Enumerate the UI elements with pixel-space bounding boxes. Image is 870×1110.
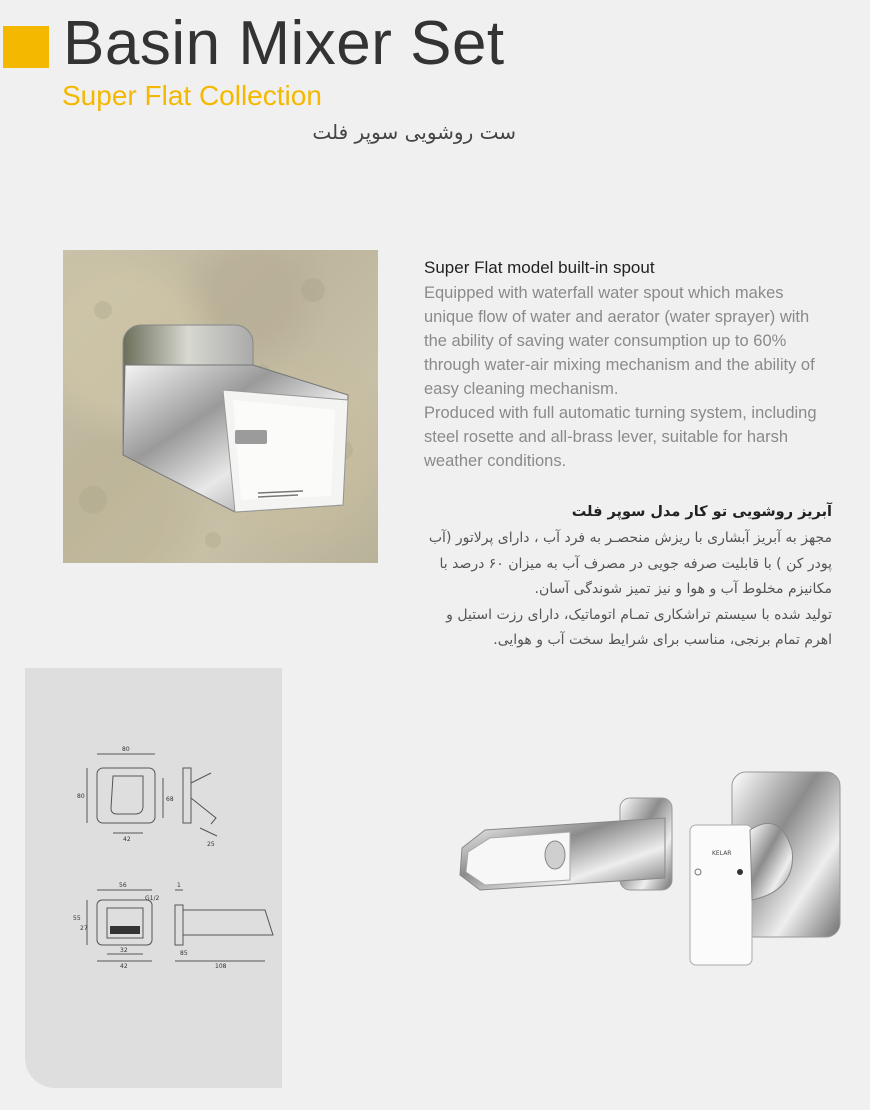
dim-spout-w1: 32: [120, 947, 128, 954]
description-paragraph-1: Equipped with waterfall water spout which makes unique flow of water and aerator (water sprayer) with the ability of saving water consumption up to 60% through water-air mixing mechanism and the ability of easy cleaning mechanism.: [424, 284, 815, 398]
page-title-persian: ست روشویی سوپر فلت: [312, 120, 516, 144]
dim-spout-small: 85: [180, 950, 188, 957]
technical-drawing: [25, 668, 282, 1088]
page-title: Basin Mixer Set: [63, 9, 505, 78]
mixer-set-illustration: [450, 760, 850, 975]
dim-spout-depth: 1: [177, 882, 181, 889]
dim-spout-thread: G1/2: [145, 895, 160, 902]
product-photo: [63, 250, 378, 563]
description-heading: Super Flat model built-in spout: [424, 258, 655, 277]
description-paragraph-2: Produced with full automatic turning system, including steel rosette and all-brass lever, suitable for harsh weather conditions.: [424, 404, 817, 470]
description-persian: [418, 504, 832, 654]
dim-spout-h1: 55: [73, 915, 81, 922]
dim-side-angle: 25: [207, 841, 215, 848]
dim-left-height: 80: [77, 793, 85, 800]
dim-spout-w2: 42: [120, 963, 128, 970]
description-paragraph-persian-2: تولید شده با سیستم تراشکاری تمـام اتوماتیک، دارای رزت استیل و اهرم تمام برنجی، مناسب برای شرایط سخت آب و هوایی.: [446, 606, 832, 648]
technical-drawing-panel: [25, 668, 282, 1088]
product-render: [450, 760, 850, 975]
spout-on-wall-illustration: [63, 250, 378, 563]
dim-spout-width: 56: [119, 882, 127, 889]
brand-label: KELAR: [712, 850, 732, 857]
dim-spout-h2: 27: [80, 925, 88, 932]
dim-top-width: 80: [122, 746, 130, 753]
dim-spout-length: 108: [215, 963, 227, 970]
page-subtitle: Super Flat Collection: [62, 80, 322, 111]
description-english: [424, 258, 836, 473]
dim-bottom-width: 42: [123, 836, 131, 843]
dim-right-height: 68: [166, 796, 174, 803]
description-heading-persian: آبریز روشویی تو کار مدل سوپر فلت: [571, 504, 832, 520]
description-paragraph-persian-1: مجهز به آبریز آبشاری با ریزش منحصـر به فرد آب ، دارای پرلاتور (آب پودر کن ) با قابلیت صرفه جویی در مصرف آب به میزان ۶۰ درصد با مکانیزم مخلوط آب و هوا و نیز تمیز شوندگی آسان.: [428, 530, 832, 597]
accent-square: [3, 26, 49, 68]
